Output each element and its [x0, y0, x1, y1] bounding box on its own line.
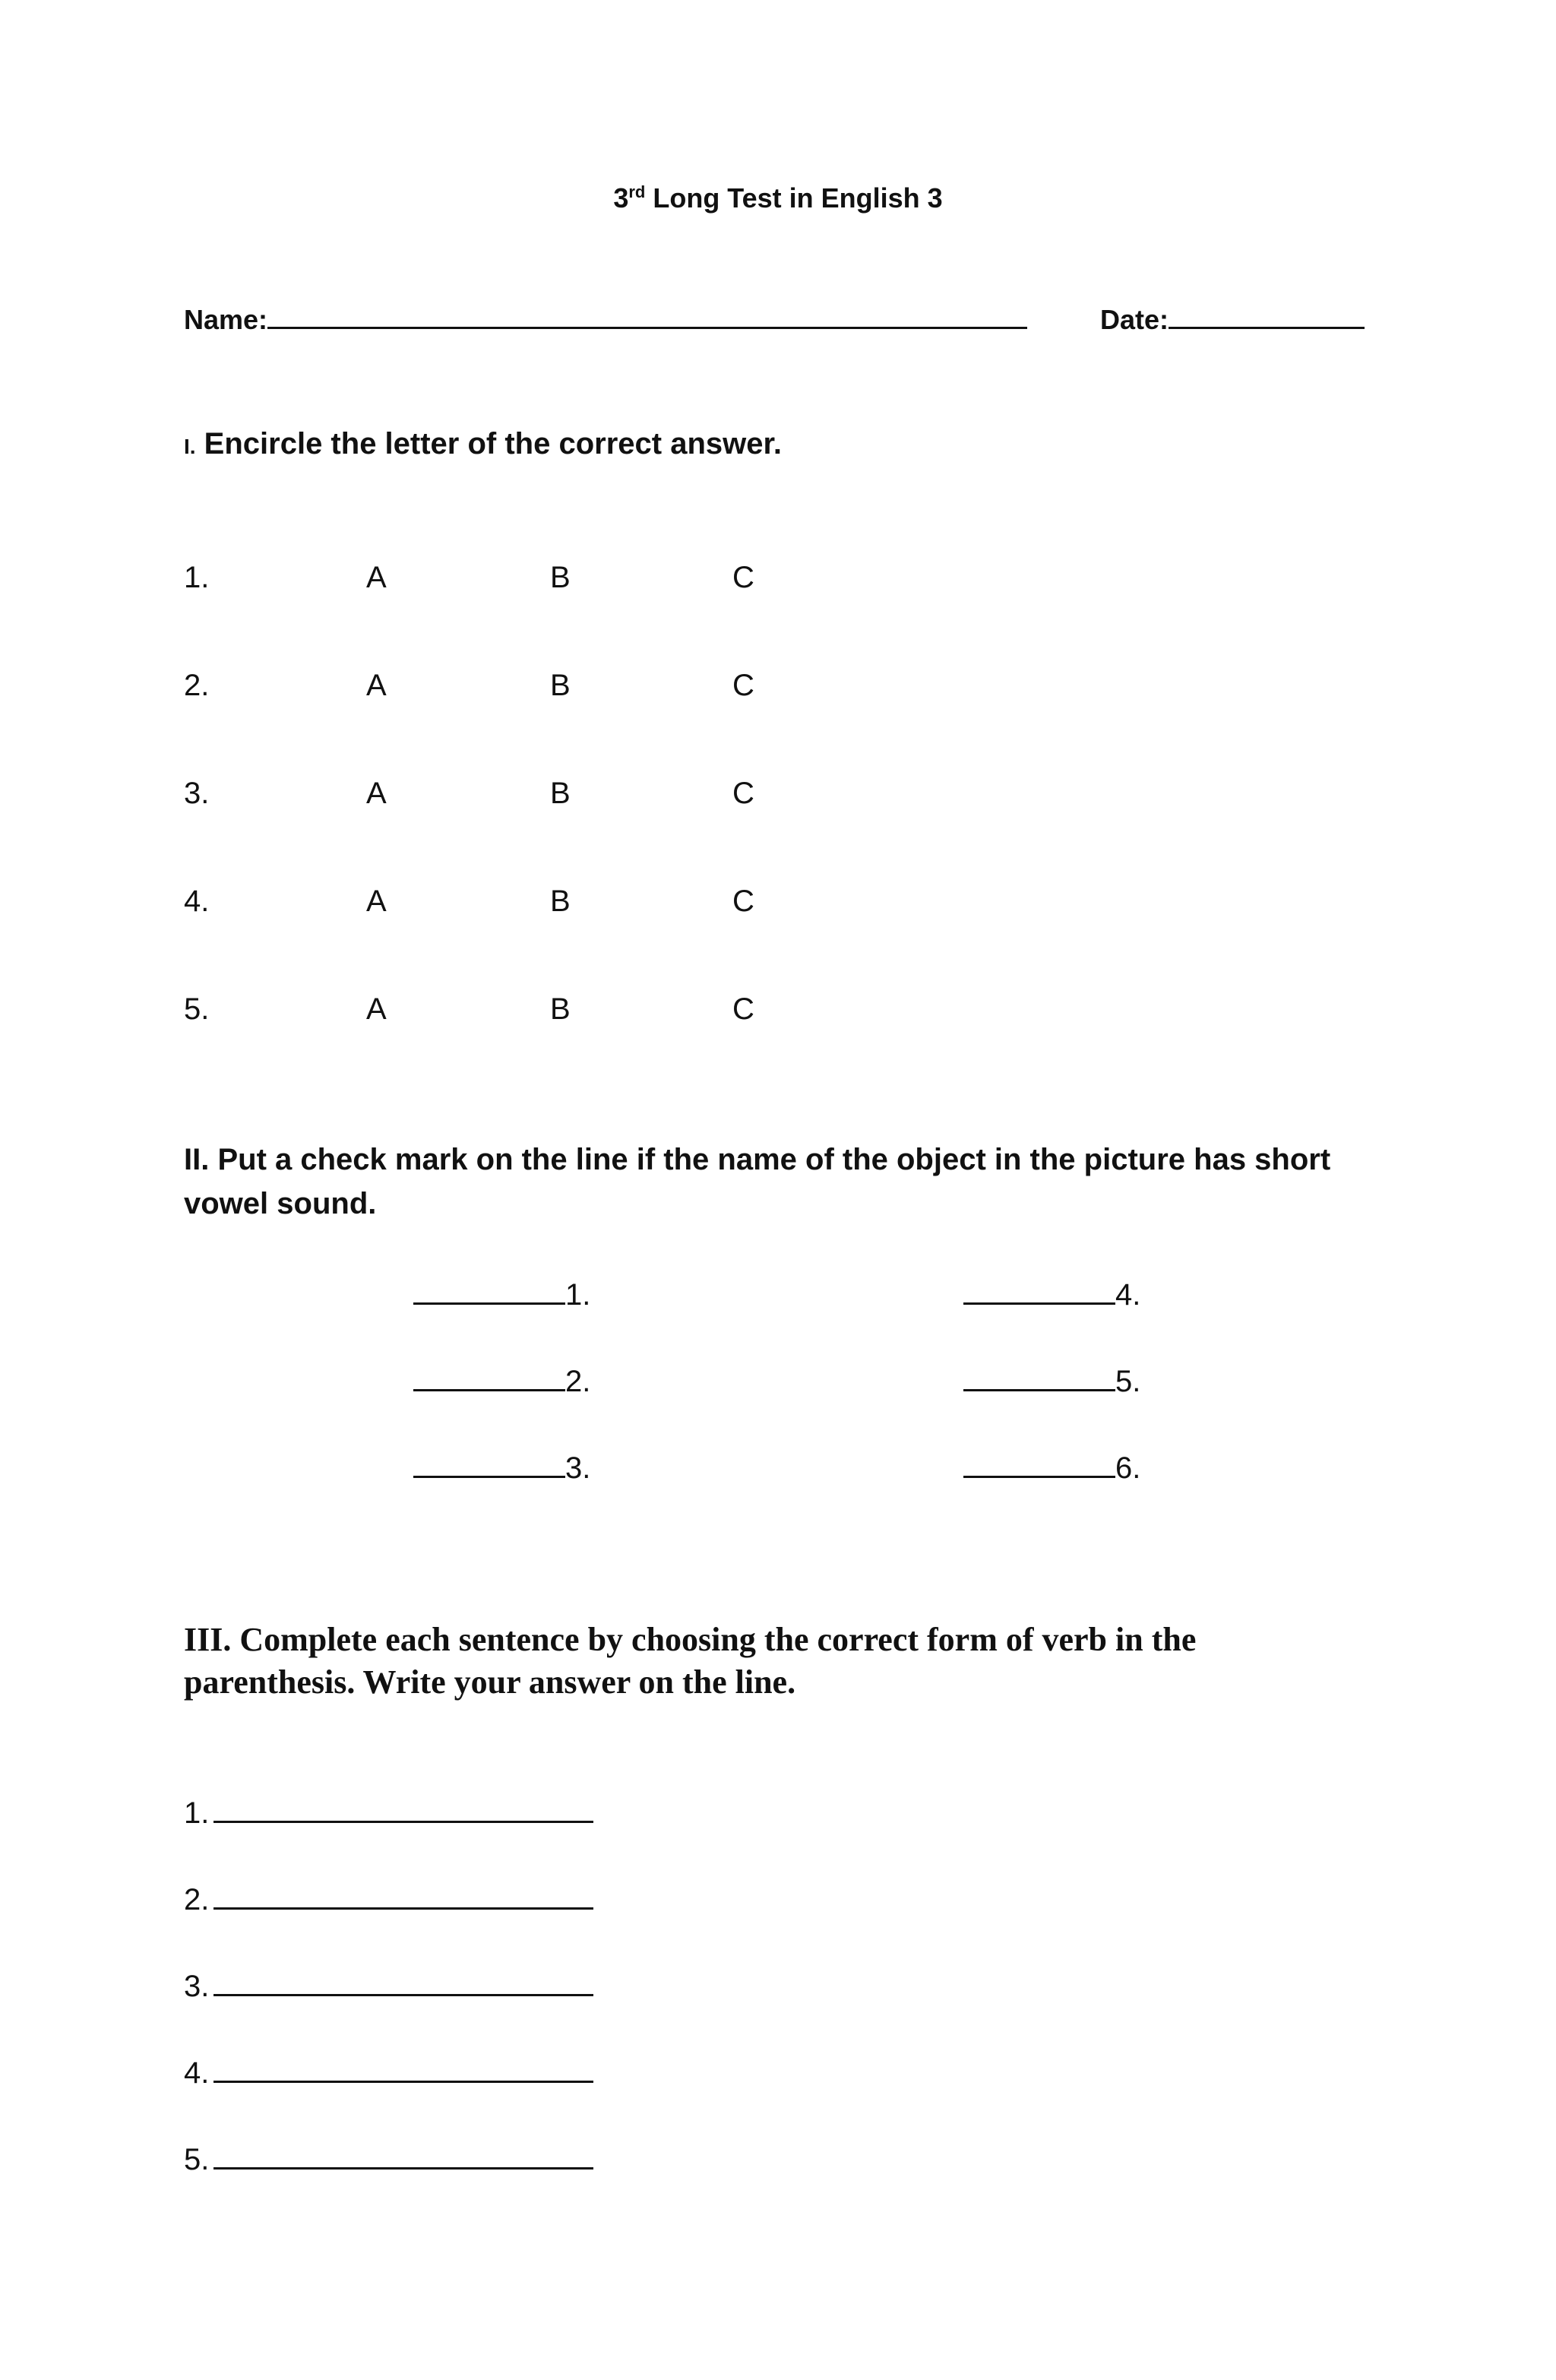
list-item: 5. A B C [184, 992, 754, 1026]
choice-a[interactable]: A [366, 777, 387, 810]
section-1-heading: I. Encircle the letter of the correct answer. [184, 427, 782, 460]
date-line[interactable] [1169, 302, 1365, 329]
check-item-1[interactable]: 1. [413, 1278, 590, 1312]
check-line[interactable] [963, 1453, 1115, 1478]
answer-line[interactable] [213, 1885, 593, 1910]
choice-b[interactable]: B [550, 669, 571, 702]
choice-a[interactable]: A [366, 992, 387, 1026]
check-line[interactable] [413, 1453, 565, 1478]
list-item: 2. A B C [184, 669, 754, 702]
check-item-2[interactable]: 2. [413, 1365, 590, 1399]
name-label: Name: [184, 304, 268, 335]
answer-line[interactable] [213, 2144, 593, 2170]
section-2-heading-line-1: II. Put a check mark on the line if the name of the object in the picture has short [184, 1143, 1331, 1176]
answer-item-3[interactable]: 3. [184, 1970, 593, 2004]
answer-item-1[interactable]: 1. [184, 1796, 593, 1831]
choice-a[interactable]: A [366, 561, 387, 594]
check-item-3[interactable]: 3. [413, 1451, 590, 1486]
choice-c[interactable]: C [732, 777, 754, 810]
choice-a[interactable]: A [366, 885, 387, 918]
choice-c[interactable]: C [732, 561, 754, 594]
choice-c[interactable]: C [732, 885, 754, 918]
answer-item-5[interactable]: 5. [184, 2143, 593, 2177]
answer-line[interactable] [213, 2058, 593, 2083]
choice-b[interactable]: B [550, 885, 571, 918]
list-item: 3. A B C [184, 777, 754, 810]
choice-b[interactable]: B [550, 992, 571, 1026]
answer-line[interactable] [213, 1798, 593, 1823]
choice-b[interactable]: B [550, 561, 571, 594]
answer-line[interactable] [213, 1971, 593, 1996]
choice-c[interactable]: C [732, 669, 754, 702]
section-3-heading-line-1: III. Complete each sentence by choosing the correct form of verb in the [184, 1621, 1197, 1658]
test-title: 3rd Long Test in English 3 [613, 182, 943, 214]
choice-b[interactable]: B [550, 777, 571, 810]
name-field[interactable] [184, 302, 1027, 336]
section-2-heading-line-2: vowel sound. [184, 1187, 377, 1220]
check-line[interactable] [413, 1280, 565, 1305]
date-field[interactable] [1100, 302, 1365, 336]
check-line[interactable] [413, 1366, 565, 1391]
check-item-4[interactable]: 4. [963, 1278, 1140, 1312]
check-item-6[interactable]: 6. [963, 1451, 1140, 1486]
choice-a[interactable]: A [366, 669, 387, 702]
list-item: 1. A B C [184, 561, 754, 594]
answer-item-2[interactable]: 2. [184, 1883, 593, 1917]
name-line[interactable] [267, 302, 1027, 329]
check-line[interactable] [963, 1366, 1115, 1391]
section-3-heading-line-2: parenthesis. Write your answer on the line. [184, 1663, 796, 1701]
check-line[interactable] [963, 1280, 1115, 1305]
date-label: Date: [1100, 304, 1169, 335]
choice-c[interactable]: C [732, 992, 754, 1026]
check-item-5[interactable]: 5. [963, 1365, 1140, 1399]
answer-item-4[interactable]: 4. [184, 2056, 593, 2090]
list-item: 4. A B C [184, 885, 754, 918]
